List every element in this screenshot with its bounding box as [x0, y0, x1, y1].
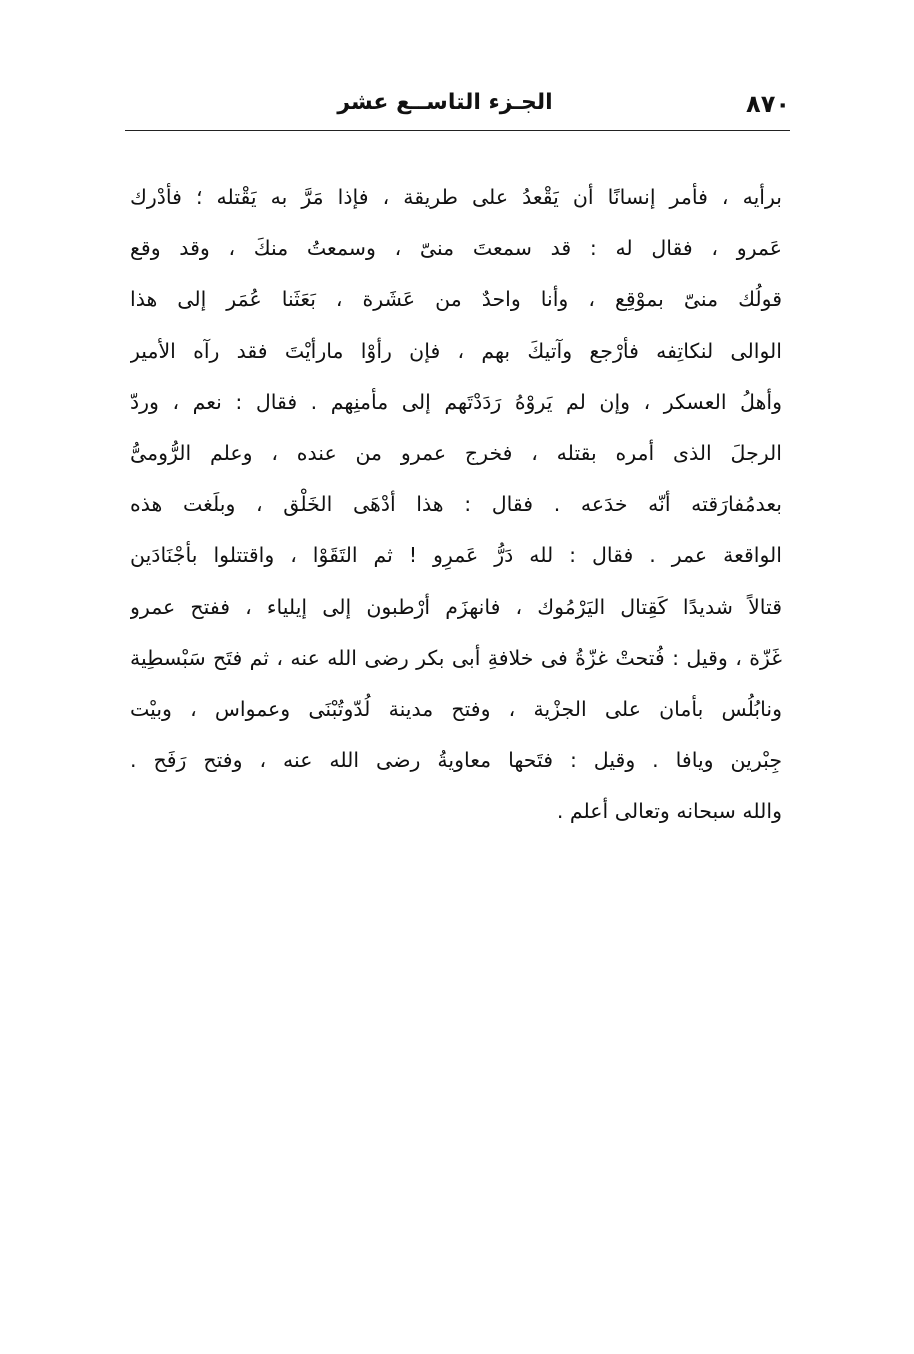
text-line: ونابُلُس بأمان على الجزْية ، وفتح مدينة لُدّوتُبْنَى وعمواس ، وبيْت — [130, 696, 782, 721]
text-line: بعدمُفارَقته أنّه خدَعه . فقال : هذا أدْهَى الخَلْق ، وبلَغت هذه — [130, 492, 782, 517]
text-line: برأيه ، فأمر إنسانًا أن يَقْعدُ على طريقة ، فإذا مَرَّ به يَقْتله ؛ فأدْرك — [130, 185, 782, 209]
text-line: الوالى لنكاتِفه فأرْجع وآتيكَ بهم ، فإن رأوْا مارأيْتَ فقد رآه الأمير — [130, 338, 782, 363]
page-header — [125, 86, 790, 126]
header-rule — [125, 130, 790, 131]
text-line: وأهلُ العسكر ، وإن لم يَروْهُ رَدَدْتَهم إلى مأمنِهم . فقال : نعم ، وردّ — [130, 389, 782, 414]
text-line: قولُك منىّ بموْقِع ، وأنا واحدٌ من عَشَرة ، بَعَثَنا عُمَر إلى هذا — [130, 287, 782, 312]
page-number: ٨٧٠ — [746, 90, 790, 118]
text-line: جِبْرين ويافا . وقيل : فتَحها معاويةُ رضى الله عنه ، وفتح رَفَح . — [130, 748, 782, 773]
text-line: الرجلَ الذى أمره بقتله ، فخرج عمرو من عنده ، وعلم الرُّومىُّ — [130, 440, 782, 465]
running-title: الجـزء التاســع عشر — [337, 90, 553, 115]
text-line: والله سبحانه وتعالى أعلم . — [556, 799, 782, 824]
text-line: قتالاً شديدًا كَقِتال اليَرْمُوك ، فانهزَم أرْطبون إلى إيلياء ، ففتح عمرو — [130, 594, 782, 619]
text-line: غَزّة ، وقيل : فُتحتْ غزّةُ فى خلافةِ أبى بكر رضى الله عنه ، ثم فتَح سَبْسطِية — [130, 645, 782, 670]
text-line: عَمرو ، فقال له : قد سمعتَ منىّ ، وسمعتُ منكَ ، وقد وقع — [130, 236, 782, 261]
body-text — [130, 172, 782, 837]
text-line: الواقعة عمر . فقال : لله دَرُّ عَمرِو ! ثم التَقَوْا ، واقتتلوا بأجْنَادَين — [130, 543, 782, 568]
